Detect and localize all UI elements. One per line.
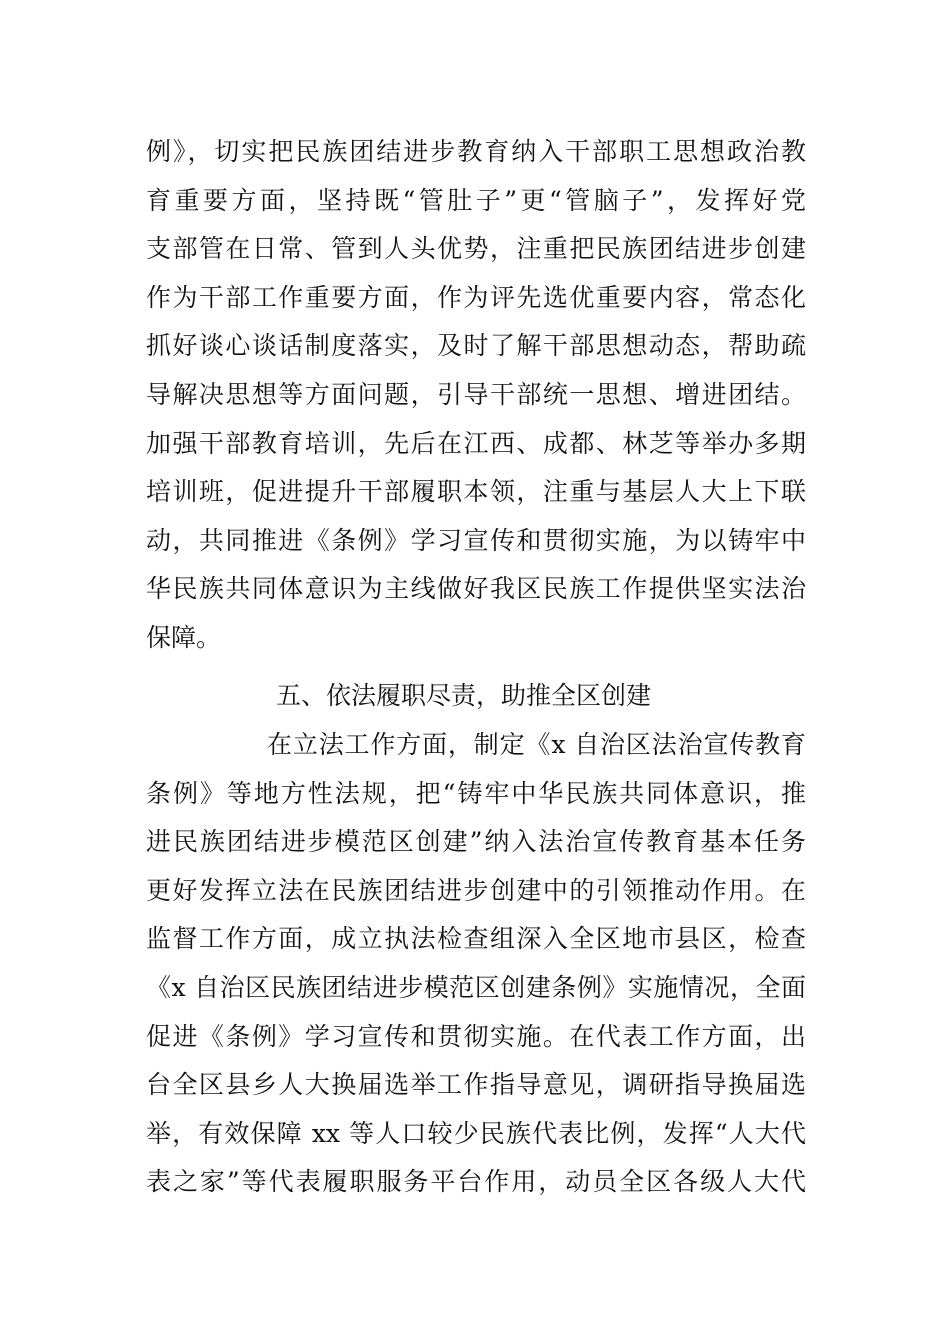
paragraph-line: 保障。 bbox=[146, 622, 222, 652]
paragraph-line: 抓好谈心谈话制度落实，及时了解干部思想动态，帮助疏 bbox=[146, 331, 806, 361]
paragraph-line: 例》，切实把民族团结进步教育纳入干部职工思想政治教 bbox=[146, 137, 806, 166]
paragraph-line: 促进《条例》学习宣传和贯彻实施。在代表工作方面，出 bbox=[146, 1021, 806, 1051]
paragraph-line: 培训班，促进提升干部履职本领，注重与基层人大上下联 bbox=[146, 477, 806, 507]
paragraph-line: 条例》等地方性法规，把“铸牢中华民族共同体意识，推 bbox=[146, 778, 806, 808]
paragraph-line: 举，有效保障 xx 等人口较少民族代表比例，发挥“人大代 bbox=[146, 1118, 806, 1148]
paragraph-line: 作为干部工作重要方面，作为评先选优重要内容，常态化 bbox=[146, 282, 806, 312]
paragraph-line: 进民族团结进步模范区创建”纳入法治宣传教育基本任务 bbox=[146, 827, 806, 857]
paragraph-line: 表之家”等代表履职服务平台作用，动员全区各级人大代 bbox=[146, 1167, 806, 1197]
paragraph-line: 《x 自治区民族团结进步模范区创建条例》实施情况，全面 bbox=[146, 972, 806, 1002]
paragraph-line: 支部管在日常、管到人头优势，注重把民族团结进步创建 bbox=[146, 234, 806, 264]
paragraph-line: 更好发挥立法在民族团结进步创建中的引领推动作用。在 bbox=[146, 875, 806, 905]
section-heading: 五、依法履职尽责，助推全区创建 bbox=[276, 681, 652, 710]
paragraph-line: 动，共同推进《条例》学习宣传和贯彻实施，为以铸牢中 bbox=[146, 525, 806, 555]
paragraph-section-five bbox=[146, 721, 806, 1207]
paragraph-line: 监督工作方面，成立执法检查组深入全区地市县区，检查 bbox=[146, 924, 806, 954]
paragraph-line: 加强干部教育培训，先后在江西、成都、林芝等举办多期 bbox=[146, 428, 806, 458]
paragraph-line: 育重要方面，坚持既“管肚子”更“管脑子”，发挥好党 bbox=[146, 185, 806, 215]
paragraph-line: 在立法工作方面，制定《x 自治区法治宣传教育 bbox=[267, 730, 806, 759]
paragraph-line: 台全区县乡人大换届选举工作指导意见，调研指导换届选 bbox=[146, 1070, 806, 1100]
paragraph-line: 导解决思想等方面问题，引导干部统一思想、增进团结。 bbox=[146, 379, 806, 409]
paragraph-continued bbox=[146, 128, 806, 663]
paragraph-line: 华民族共同体意识为主线做好我区民族工作提供坚实法治 bbox=[146, 574, 806, 604]
